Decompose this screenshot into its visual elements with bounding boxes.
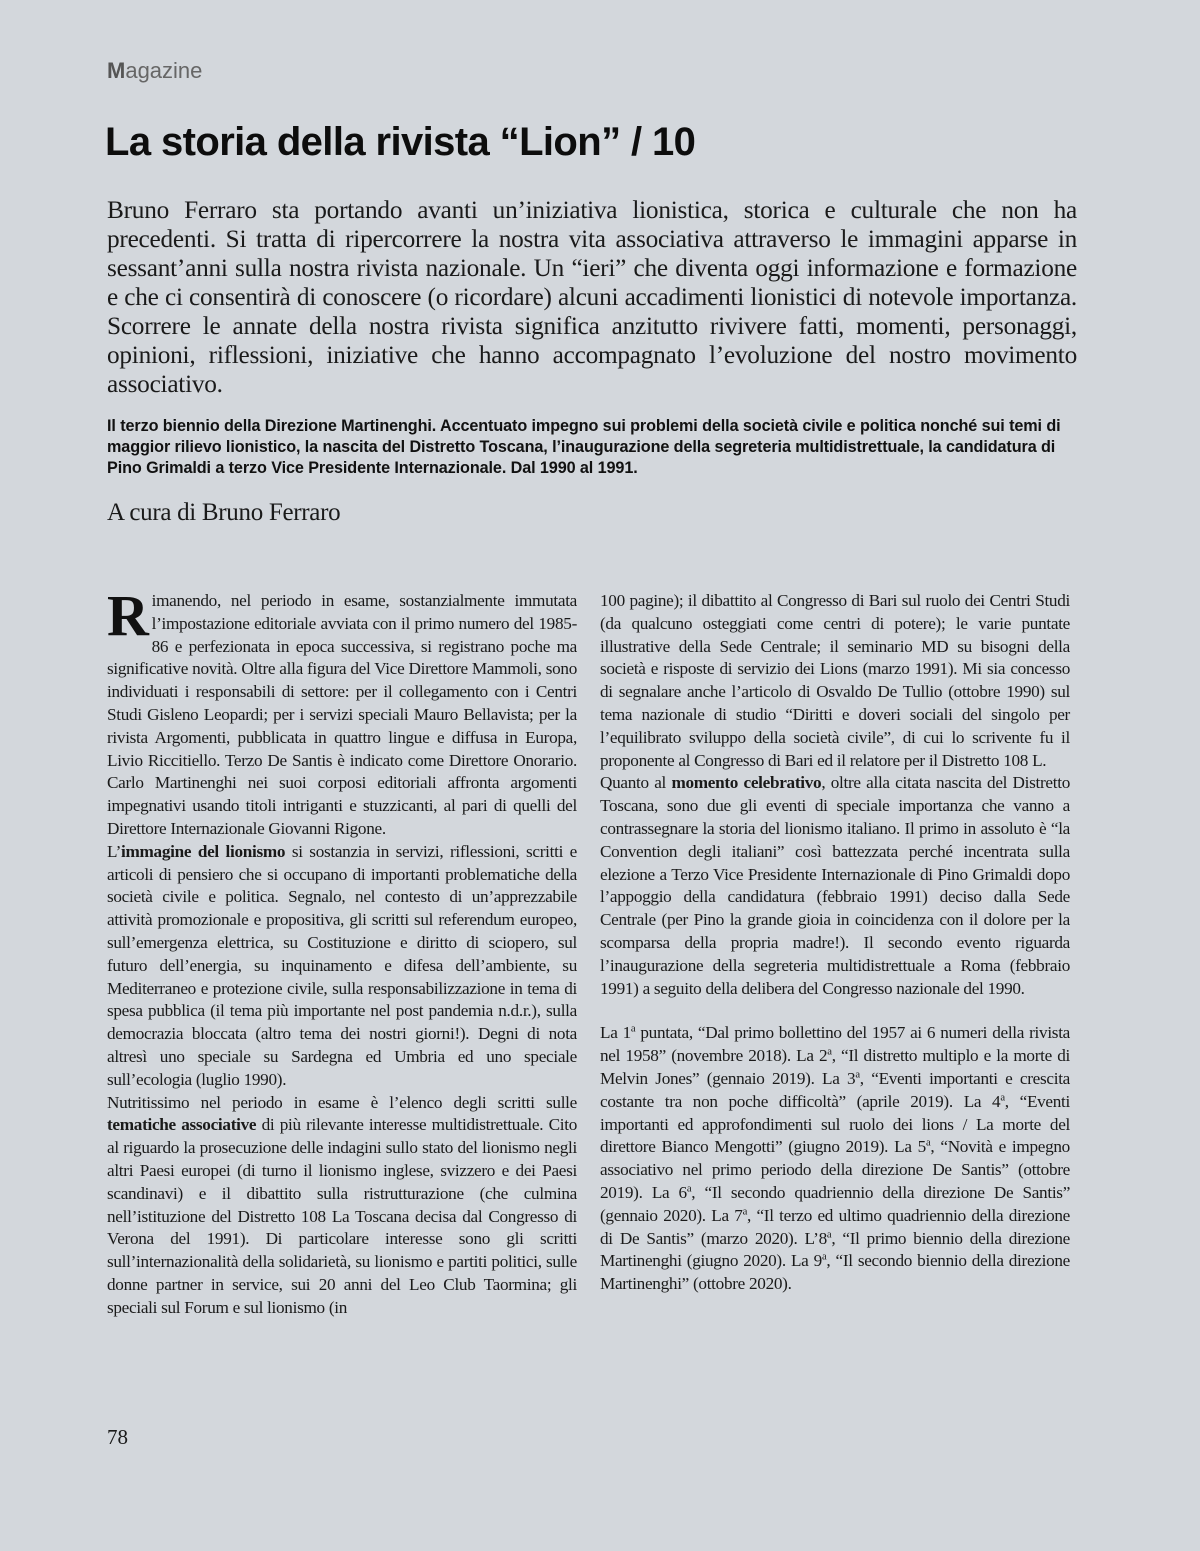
body-paragraph-3-lead: Nutritissimo nel periodo in esame è l’elenco degli scritti sulle xyxy=(107,1092,577,1112)
series-item-4: “Eventi importanti ed approfondimenti sul ruolo dei lions / La morte del direttore Bianco Mengotti” (giugno 2019). xyxy=(600,1091,1071,1157)
body-paragraph-3 xyxy=(107,1092,577,1320)
article-deck: Il terzo biennio della Direzione Martinenghi. Accentuato impegno sui problemi della società civile e politica nonché sui temi di maggior rilievo lionistico, la nascita del Distretto Toscana, l’inaugurazione della segreteria multidistrettuale, la candidatura di Pino Grimaldi a terzo Vice Presidente Internazionale. Dal 1990 al 1991. xyxy=(107,417,1061,477)
article-byline: A cura di Bruno Ferraro xyxy=(107,499,341,526)
series-number-4: 4 xyxy=(992,1091,1001,1111)
series-number-5: 5 xyxy=(917,1137,926,1157)
body-paragraph-4-text: , oltre alla citata nascita del Distretto Toscana, sono due gli eventi di speciale importanza che vanno a contrassegnare la storia del lionismo italiano. Il primo in assoluto è “la Convention degli italiani” così battezzata perché incentrata sulla elezione a Terzo Vice Presidente Internazionale di Pino Grimaldi dopo l’appoggio della candidatura (febbraio 1991) deciso dalla Sede Centrale (per Pino la grande gioia in coincidenza con il dolore per la scomparsa della propria madre!). Il secondo evento riguarda l’inaugurazione della segreteria multidistrettuale a Roma (febbraio 1991) a seguito della delibera del Congresso nazionale del 1990. xyxy=(600,773,1070,998)
series-list: La 1$^a$ puntata, “Dal primo bollettino del 1957 ai 6 numeri della rivista nel 1958” (novembre 2018). La 2$^a$, “Il distretto multiplo e la morte di Melvin Jones” (gennaio 2019). La 3$^a$, “Eventi importanti e crescita costante tra non poche difficoltà” (aprile 2019). La 4$^a$, “Eventi importanti ed approfondimenti sul ruolo dei lions / La morte del direttore Bianco Mengotti” (giugno 2019). La 5$^a$, “Novità e impegno associativo nel primo periodo della direzione De Santis” (ottobre 2019). La 6$^a$, “Il secondo quadriennio della direzione De Santis” (gennaio 2020). La 7$^a$, “Il terzo ed ultimo quadriennio della direzione di De Santis” (marzo 2020). L’8$^a$, “Il primo biennio della direzione Martinenghi (giugno 2020). La 9$^a$, “Il secondo biennio della direzione Martinenghi” (ottobre 2020). xyxy=(600,1023,1071,1294)
series-la: La xyxy=(790,1251,809,1271)
body-paragraph-2-text: si sostanzia in servizi, riflessioni, scritti e articoli di pensiero che si occupano di importanti problematiche della società civile e politica. Segnalo, nel contesto di un’apprezzabile attività promozionale e propositiva, gli scritti sul referendum europeo, sull’emergenza elettrica, su Costituzione e diritto di sciopero, sul futuro dell’energia, su inquinamento e difesa dell’ambiente, su Mediterraneo e protezione civile, sulla responsabilizzazione in tema di spesa pubblica (il tema più importante nel post pandemia n.d.r.), sulla democrazia bloccata (altro tema dei nostri giorni!). Degni di nota altresì uno speciale su Sardegna ed Umbria ed uno speciale sull’ecologia (luglio 1990). xyxy=(107,841,577,1089)
series-number-2: 2 xyxy=(819,1046,828,1066)
series-item-3: “Eventi importanti e crescita costante tra non poche difficoltà” (aprile 2019). xyxy=(600,1068,1071,1111)
series-ordinal: a xyxy=(821,1251,827,1263)
series-ordinal: a xyxy=(742,1205,747,1217)
series-ordinal: a xyxy=(1000,1092,1005,1103)
series-item-5: “Novità e impegno associativo nel primo periodo della direzione De Santis” (ottobre 2019). xyxy=(600,1137,1070,1202)
series-ordinal: a xyxy=(855,1069,860,1081)
series-item-1: “Dal primo bollettino del 1957 ai 6 numeri della rivista nel 1958” (novembre 2018). xyxy=(600,1023,1070,1066)
body-paragraph-1 xyxy=(107,583,577,841)
series-number-3: 3 xyxy=(847,1068,856,1088)
series-la: La xyxy=(711,1205,729,1225)
series-ordinal: a xyxy=(827,1046,832,1058)
body-paragraph-1-text: imanendo, nel periodo in esame, sostanzialmente immutata l’impostazione editoriale avviata con il primo numero del 1985-86 e perfezionata in epoca successiva, si registrano poche ma significative novità. Oltre alla figura del Vice Direttore Mammoli, sono individuati i responsabili di settore: per il collegamento con i Centri Studi Gisleno Leopardi; per i servizi speciali Mauro Bellavista; per la rivista Argomenti, pubblicata in quattro lingue e diffusa in Europa, Livio Riccitiello. Terzo De Santis è indicato come Direttore Onorario. Carlo Martinenghi nei suoi corposi editoriali affronta argomenti impegnativi usando titoli intriganti e stuzzicanti, al pari di quelli del Direttore Internazionale Giovanni Rigone. xyxy=(107,591,577,838)
body-paragraph-3-continued-text: 100 pagine); il dibattito al Congresso di Bari sul ruolo dei Centri Studi (da qualcuno osteggiati come centri di potere); le varie puntate illustrative della Sede Centrale; il seminario MD su bisogni della società e risposte di servizio dei Lions (marzo 1991). Mi sia concesso di segnalare anche l’articolo di Osvaldo De Tullio (ottobre 1990) sul tema nazionale di studio “Diritti e doveri sociali del singolo per l’equilibrato sviluppo della società civile”, di cui lo scrivente fu il proponente al Congresso di Bari ed il relatore per il Distretto 108 L. xyxy=(600,591,1070,770)
body-column-left xyxy=(107,583,577,1320)
series-intro-la: La xyxy=(600,1023,618,1043)
series-item-6: “Il secondo quadriennio della direzione De Santis” (gennaio 2020). xyxy=(600,1182,1071,1225)
body-column-right xyxy=(600,590,1070,1296)
page-number: 78 xyxy=(107,1425,128,1449)
series-la: La xyxy=(963,1091,982,1111)
series-number-8: 8 xyxy=(818,1228,827,1248)
series-item-8: “Il primo biennio della direzione Martinenghi (giugno 2020). xyxy=(600,1228,1070,1271)
series-item-9: “Il secondo biennio della direzione Martinenghi” (ottobre 2020). xyxy=(600,1251,1071,1294)
body-paragraph-4-emphasis: momento celebrativo xyxy=(671,773,822,793)
section-label-initial: M xyxy=(107,58,126,83)
series-ordinal: a xyxy=(925,1137,931,1149)
drop-cap: R xyxy=(107,583,149,648)
article-headline: La storia della rivista “Lion” / 10 xyxy=(105,120,696,164)
section-label-rest: agazine xyxy=(125,58,203,83)
body-paragraph-3-emphasis: tematiche associative xyxy=(107,1115,257,1135)
series-ordinal: a xyxy=(630,1023,636,1035)
series-item-7: “Il terzo ed ultimo quadriennio della direzione di De Santis” (marzo 2020). xyxy=(600,1205,1070,1248)
series-la: La xyxy=(894,1137,912,1157)
series-ordinal: a xyxy=(826,1228,832,1240)
series-number-6: 6 xyxy=(678,1182,687,1202)
body-paragraph-4 xyxy=(600,772,1070,1000)
body-paragraph-3-text: di più rilevante interesse multidistrettuale. Cito al riguardo la prosecuzione delle indagini sullo stato del lionismo negli altri Paesi europei (di turno il lionismo inglese, svizzero e dei Paesi scandinavi) e il dibattito sulla ristrutturazione (che culmina nell’istituzione del Distretto 108 La Toscana decisa dal Congresso di Verona del 1991). Di particolare interesse sono gli scritti sull’internazionalità della solidarietà, su lionismo e partiti politici, sulle donne partner in service, sui 20 anni del Leo Club Taormina; gli speciali sul Forum e sul lionismo (in xyxy=(107,1115,577,1317)
series-item-2: “Il distretto multiplo e la morte di Melvin Jones” (gennaio 2019). xyxy=(600,1046,1071,1088)
body-paragraph-2 xyxy=(107,841,577,1092)
series-la: La xyxy=(822,1068,840,1088)
series-ordinal: a xyxy=(686,1183,692,1195)
series-number-1: 1 xyxy=(622,1023,631,1043)
section-label xyxy=(107,58,202,84)
series-la: La xyxy=(796,1046,814,1066)
series-la: La xyxy=(651,1182,670,1202)
series-intro-puntata: puntata, xyxy=(640,1023,693,1043)
article-intro: Bruno Ferraro sta portando avanti un’iniziativa lionistica, storica e culturale che non ha precedenti. Si tratta di ripercorrere la nostra vita associativa attraverso le immagini apparse in sessant’anni sulla nostra rivista nazionale. Un “ieri” che diventa oggi informazione e formazione e che ci consentirà di conoscere (o ricordare) alcuni accadimenti lionistici di notevole importanza. Scorrere le annate della nostra rivista significa anzitutto rivivere fatti, momenti, personaggi, opinioni, riflessioni, iniziative che hanno accompagnato l’evoluzione del nostro movimento associativo. xyxy=(107,196,1077,398)
body-paragraph-4-lead: Quanto al xyxy=(600,773,672,793)
body-paragraph-2-emphasis: immagine del lionismo xyxy=(121,841,286,861)
body-paragraph-3-continued xyxy=(600,590,1070,772)
series-number-7: 7 xyxy=(734,1205,743,1225)
body-paragraph-2-lead: L’ xyxy=(107,841,122,861)
series-number-9: 9 xyxy=(813,1251,822,1271)
